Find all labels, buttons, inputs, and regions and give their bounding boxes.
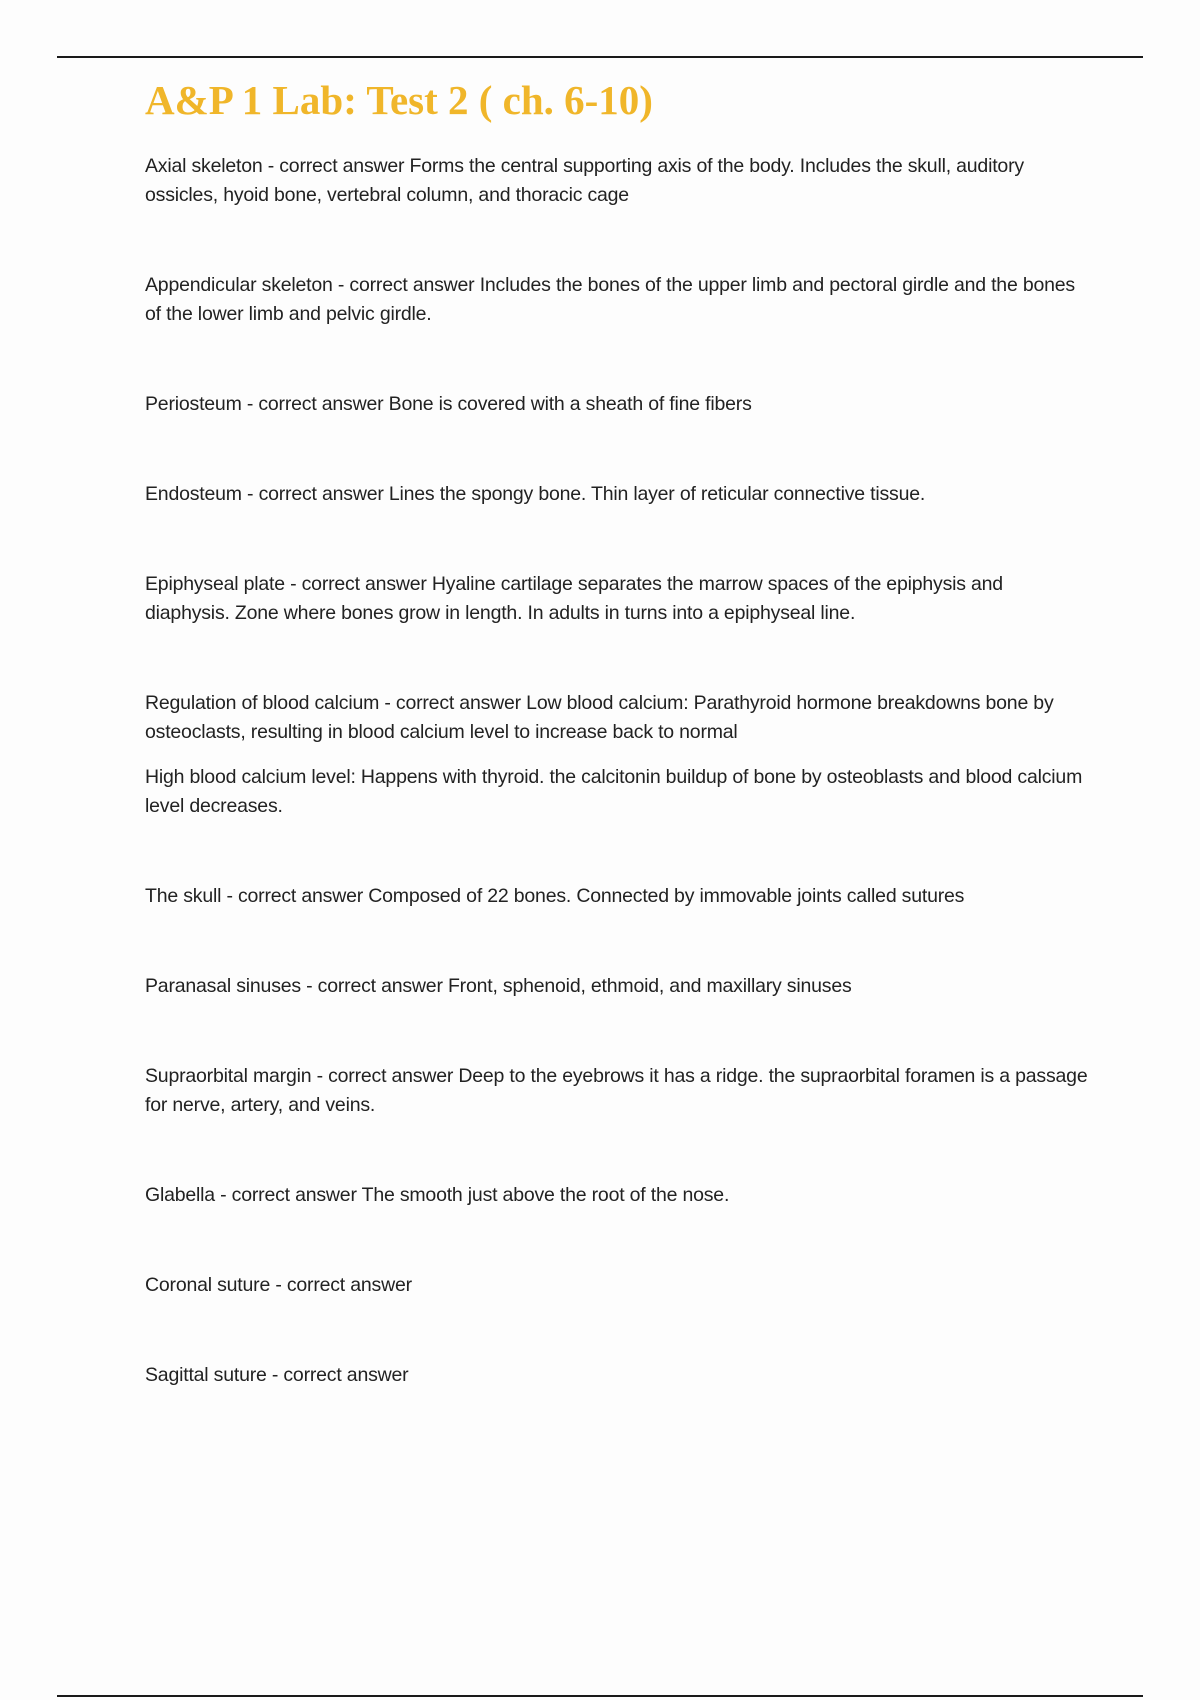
flashcard-entry (145, 1062, 1090, 1120)
entry-text: Glabella - correct answer The smooth just above the root of the nose. (145, 1184, 730, 1206)
entry-spacer (145, 329, 1090, 390)
flashcard-entry (145, 480, 1090, 509)
top-rule (57, 56, 1143, 58)
flashcard-entry (145, 152, 1090, 210)
flashcard-list (145, 152, 1090, 1390)
entry-spacer (145, 1210, 1090, 1271)
entry-text: Regulation of blood calcium - correct answer Low blood calcium: Parathyroid hormone breakdowns bone by osteoclasts, resulting in blood calcium level to increase back to normal (145, 692, 1054, 743)
flashcard-entry (145, 1181, 1090, 1210)
entry-text: Coronal suture - correct answer (145, 1274, 412, 1296)
flashcard-entry (145, 570, 1090, 628)
entry-text: Appendicular skeleton - correct answer Includes the bones of the upper limb and pectoral girdle and the bones of the lower limb and pelvic girdle. (145, 274, 1075, 325)
entry-spacer (145, 911, 1090, 972)
flashcard-entry (145, 689, 1090, 821)
entry-spacer (145, 1300, 1090, 1361)
entry-spacer (145, 821, 1090, 882)
entry-text: Sagittal suture - correct answer (145, 1364, 409, 1386)
entry-text: Supraorbital margin - correct answer Deep to the eyebrows it has a ridge. the supraorbital foramen is a passage for nerve, artery, and veins. (145, 1065, 1088, 1116)
entry-spacer (145, 1120, 1090, 1181)
flashcard-entry (145, 271, 1090, 329)
entry-spacer (145, 1001, 1090, 1062)
flashcard-entry (145, 882, 1090, 911)
entry-spacer (145, 628, 1090, 689)
entry-text: Paranasal sinuses - correct answer Front, sphenoid, ethmoid, and maxillary sinuses (145, 975, 852, 997)
entry-spacer (145, 419, 1090, 480)
entry-text: Axial skeleton - correct answer Forms the central supporting axis of the body. Includes the skull, auditory ossicles, hyoid bone, vertebral column, and thoracic cage (145, 155, 1024, 206)
flashcard-entry (145, 1361, 1090, 1390)
entry-spacer (145, 509, 1090, 570)
entry-text: Epiphyseal plate - correct answer Hyaline cartilage separates the marrow spaces of the epiphysis and diaphysis. Zone where bones grow in length. In adults in turns into a epiphyseal line. (145, 573, 1003, 624)
document-title: A&P 1 Lab: Test 2 ( ch. 6-10) (145, 77, 653, 123)
flashcard-entry (145, 1271, 1090, 1300)
entry-text: Periosteum - correct answer Bone is covered with a sheath of fine fibers (145, 393, 752, 415)
bottom-rule (57, 1695, 1143, 1697)
entry-text: High blood calcium level: Happens with thyroid. the calcitonin buildup of bone by osteoblasts and blood calcium level decreases. (145, 766, 1083, 817)
flashcard-entry (145, 972, 1090, 1001)
flashcard-entry (145, 390, 1090, 419)
entry-text: The skull - correct answer Composed of 22 bones. Connected by immovable joints called sutures (145, 885, 965, 907)
entry-text: Endosteum - correct answer Lines the spongy bone. Thin layer of reticular connective tissue. (145, 483, 926, 505)
entry-spacer (145, 210, 1090, 271)
document-body (145, 70, 1090, 1390)
